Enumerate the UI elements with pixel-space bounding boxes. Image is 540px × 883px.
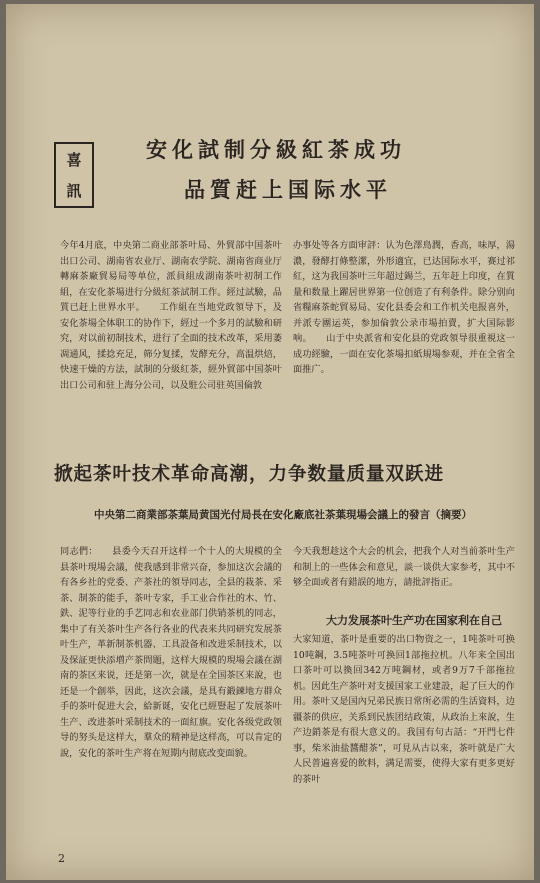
- good-news-badge: [54, 142, 94, 208]
- article2-right-intro: 今天我想趁这个大会的机会，把我个人对当前茶叶生产和制上的一些体会和意见，談一谈供大家参考，其中不够全面或者有錯誤的地方，請批評指正。: [293, 546, 515, 588]
- page-number: 2: [58, 852, 65, 865]
- article2-section-heading: 大力发展茶叶生产功在国家利在自己: [326, 614, 502, 627]
- article2-subhead: 中央第二商業部茶葉局黄国光付局長在安化廠底社茶葉現場会議上的發言（摘要）: [94, 509, 472, 521]
- badge-char-1: 喜: [66, 151, 82, 169]
- article2-headline: 掀起茶叶技术革命高潮，力争数量质量双跃进: [54, 464, 445, 485]
- article1-left-column: 今年4月底，中央第二商业部茶叶局、外貿部中国茶叶出口公司、湖南省农业厅、湖南农学院、湖南省商业厅轉麻茶廠貿易局等单位，派員組成湖南茶叶初制工作組，在安化茶場进行分級紅茶試制工作。經过試驗，品質已赶上世界水平。 工作組在当地党政領导下，及安化茶場全体职工的协作下，經过一个多月的試驗和研究，对以前初制技术，进行了全面的技术改革，采用萎凋通风，揉捻充足，筛分复揉，发酵充分，高温烘焙，快速干燥的方法，試制的分級紅茶，經外貿部中国茶叶出口公司和驻上海分公司，以及駐公司驻英国倫敦: [60, 240, 282, 391]
- article2-left-column: 同志們： 县委今天召开这样一个十人的大規模的全县茶叶現場会議，使我感到非常兴奋，参加这次会議的有各乡社的党委、产茶社的領导同志，全县的栽茶、采茶、制茶的能手，茶叶专家，手工业合作社的木、竹、鉄、泥等行业的手艺同志和农业部门供销茶机的同志，集中了有关茶叶生产各行各业的代表来共同研究发展茶叶生产，革新制茶机器、工具設备和改进采制技术，以及保証更快添増产茶問題，这样大規模的現場会議在湖南的茶区来说，还是第一次，就是在全国茶区来說，也还是一个創举，因此，这次会議，是具有鍛鍊地方群众手的茶叶促进大会，給新诞，安化已經豎起了发展茶叶生产、改进茶叶采制技术的一面紅旗。安化各级党政领导的努头是这样大，羣众的精神是这样高，可以肯定的說，安化的茶叶生产将在短期内彻底改变面貌。: [60, 546, 282, 759]
- article2-right-column: 大家知道，茶叶是重要的出口物资之一，1吨茶叶可换10吨鋼，3.5吨茶叶可换回1部拖拉机。八年来全国出口茶叶可以換回342万吨鋼材，或者9万7千部拖拉机。因此生产茶叶对支援国家工业建設，起了巨大的作用。茶叶又是国內兄弟民族日常所必需的生活資料，边疆茶的供应，关系到民族团结政策，从政治上來說，生产边銷茶是有很大意义的。我国有句古話：“开門七件事，柴米油盐醬醋茶”，可見从古以來，茶叶就是广大人民普遍喜爱的飲料，满足需要，使得大家有更多更好的茶叶: [293, 634, 515, 785]
- badge-char-2: 訊: [66, 182, 82, 200]
- article1-right-column: 办事处等各方面审評：认为色澤鳥潤，香高，味厚，湯濃，發酵打條整潔，外形適宜，已达国际水平，赛过祁紅，这为我国茶叶三年超过錫兰，五年赶上印度，在質量和数量上躍居世界第一位创造了有利条件。除分别向省糧麻茶蛇貿易局、安化县委会和工作机关电报喜外，并派专團运英，参加倫敦公录市場拍賣，扩大国际影响。 山于中央派省和安化县的党政領导很重視这一成功經驗，一面在安化茶場扣紙規場参观，并在全省全面推广。: [293, 240, 515, 375]
- magazine-page: [6, 4, 534, 880]
- article1-subtitle: 品質赶上国际水平: [184, 177, 392, 202]
- article1-title: 安化試制分級紅茶成功: [146, 137, 406, 162]
